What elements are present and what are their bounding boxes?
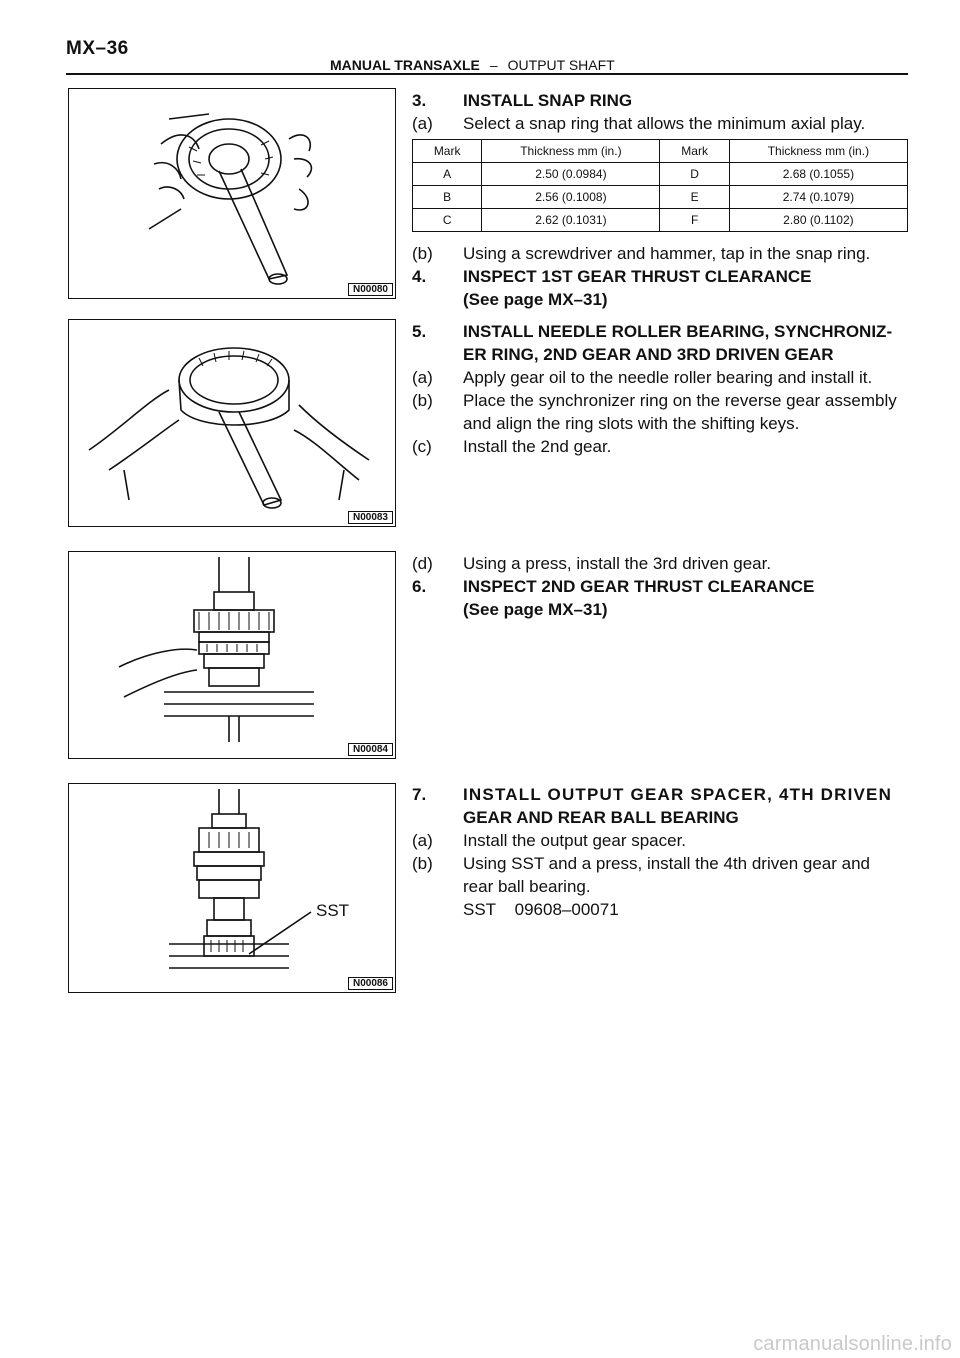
figure-code: N00086 [348,977,393,990]
section-title [330,57,615,73]
press-illustration [69,552,396,759]
figure-code: N00080 [348,283,393,296]
watermark: carmanualsonline.info [753,1333,952,1355]
section-separator: – [489,57,498,73]
sst-callout-label: SST [316,901,350,920]
figure-code: N00083 [348,511,393,524]
table-header-row: Mark Thickness mm (in.) Mark Thickness mm (in.) [413,140,908,163]
table-row: B 2.56 (0.1008) E 2.74 (0.1079) [413,186,908,209]
sst-press-illustration [69,784,396,993]
snap-ring-illustration [69,89,396,299]
figure-sst-press [68,783,396,993]
snap-ring-table [412,139,908,232]
figure-code: N00084 [348,743,393,756]
header-rule [66,73,908,75]
figure-snap-ring [68,88,396,299]
table-row: A 2.50 (0.0984) D 2.68 (0.1055) [413,163,908,186]
section-name: MANUAL TRANSAXLE [330,57,480,73]
synchronizer-illustration [69,320,396,527]
figure-press-3rd-gear [68,551,396,759]
page-number: MX–36 [66,38,129,59]
table-row: C 2.62 (0.1031) F 2.80 (0.1102) [413,209,908,232]
subsection-name: OUTPUT SHAFT [507,57,615,73]
figure-synchronizer-ring [68,319,396,527]
